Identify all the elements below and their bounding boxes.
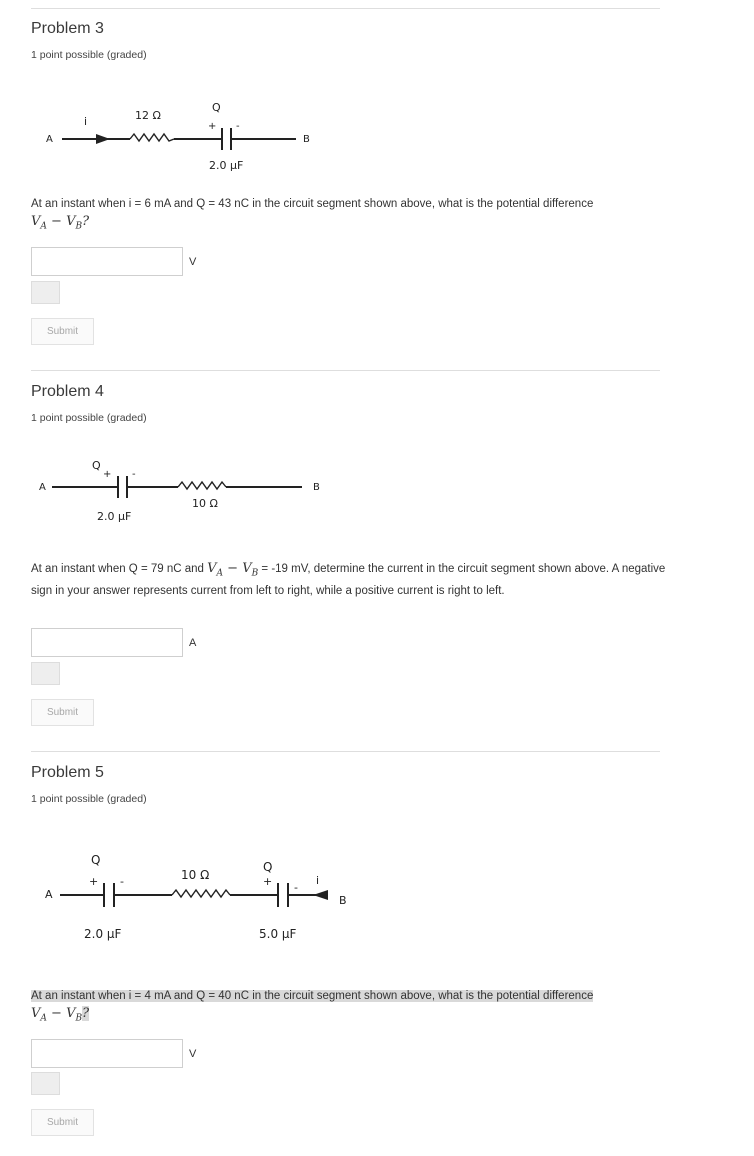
plus-sign-2: +: [263, 875, 273, 888]
node-a-label: A: [39, 482, 46, 493]
node-b-label: B: [303, 134, 310, 145]
problem-5-unit: V: [189, 1048, 197, 1060]
capacitor-value: 2.0 µF: [209, 159, 244, 172]
problem-3-question: At an instant when i = 6 mA and Q = 43 nC in the circuit segment shown above, what is the potential difference $V_A - V_B$?: [31, 198, 594, 232]
problem-4-points: 1 point possible (graded): [31, 412, 147, 424]
problem-3-submit-button[interactable]: Submit: [31, 318, 94, 345]
problem-3-unit: V: [189, 256, 197, 268]
resistor-value: 10 Ω: [192, 497, 218, 510]
minus-sign: -: [236, 121, 240, 132]
minus-sign-2: -: [294, 881, 298, 894]
capacitor-value-1: 2.0 µF: [84, 927, 122, 941]
problem-5-title: Problem 5: [31, 764, 104, 781]
capacitor-value: 2.0 µF: [97, 510, 132, 523]
plus-sign-1: +: [89, 875, 99, 888]
node-b-label: B: [339, 894, 347, 907]
problem-5-answer-input[interactable]: [31, 1039, 183, 1068]
node-b-label: B: [313, 482, 320, 493]
resistor-value: 12 Ω: [135, 109, 161, 122]
charge-label-2: Q: [263, 860, 273, 874]
minus-sign-1: -: [120, 875, 124, 888]
problem-5-circuit-diagram: [0, 848, 754, 948]
problem-4-title: Problem 4: [31, 383, 104, 400]
problem-5-status-button[interactable]: [31, 1072, 60, 1095]
plus-sign: +: [208, 121, 217, 132]
charge-label: Q: [92, 459, 101, 472]
divider: [31, 370, 660, 371]
problem-4-unit: A: [189, 637, 197, 649]
current-label: i: [316, 874, 320, 887]
current-label: i: [84, 115, 88, 128]
problem-3-points: 1 point possible (graded): [31, 49, 147, 61]
capacitor-value-2: 5.0 µF: [259, 927, 297, 941]
node-a-label: A: [45, 888, 53, 901]
node-a-label: A: [46, 134, 53, 145]
problem-5-submit-button[interactable]: Submit: [31, 1109, 94, 1136]
problem-4-status-button[interactable]: [31, 662, 60, 685]
minus-sign: -: [132, 469, 136, 480]
problem-3-answer-input[interactable]: [31, 247, 183, 276]
divider: [31, 751, 660, 752]
problem-4-question: At an instant when Q = 79 nC and $V_A - V_B = -19$ mV, determine the current in the circuit segment shown above. A negative sign in your answer represents current from left to right, while a positive current is right to left.: [31, 561, 666, 597]
problem-3-title: Problem 3: [31, 20, 104, 37]
plus-sign: +: [103, 469, 112, 480]
problem-3-status-button[interactable]: [31, 281, 60, 304]
resistor-value: 10 Ω: [181, 868, 210, 882]
problem-5-points: 1 point possible (graded): [31, 793, 147, 805]
problem-4-submit-button[interactable]: Submit: [31, 699, 94, 726]
problem-3-circuit-diagram: [0, 95, 754, 175]
problem-4-circuit-diagram: [0, 455, 754, 525]
divider-top: [31, 8, 660, 9]
charge-label-1: Q: [91, 853, 101, 867]
charge-label: Q: [212, 101, 221, 114]
problem-5-question: At an instant when i = 4 mA and Q = 40 nC in the circuit segment shown above, what is the potential difference $V_A - V_B$?: [31, 990, 594, 1024]
problem-4-answer-input[interactable]: [31, 628, 183, 657]
